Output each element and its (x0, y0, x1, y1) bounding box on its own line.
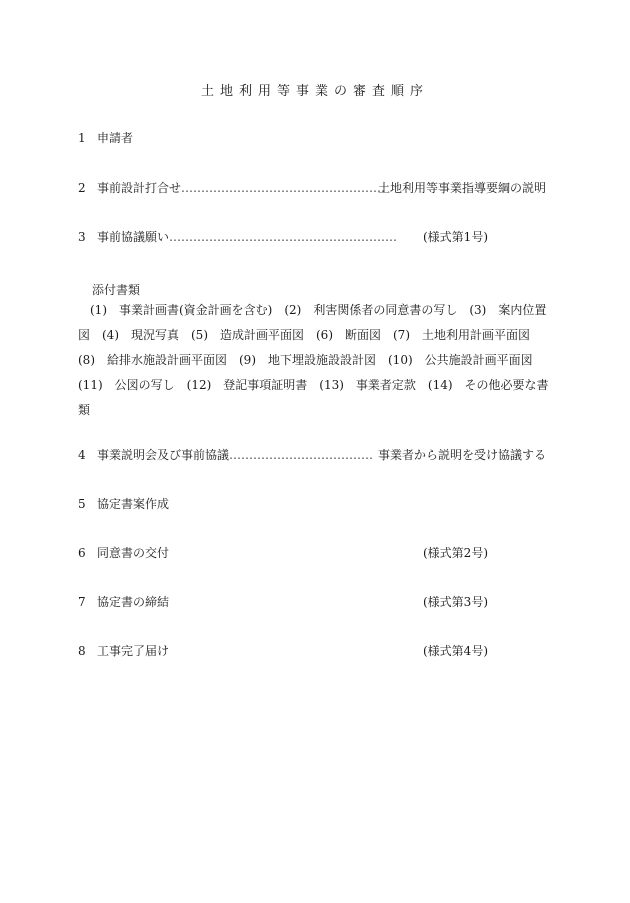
step-7 (78, 594, 550, 610)
step-number: 2 (78, 181, 86, 195)
attachments-line: 図 (4) 現況写真 (5) 造成計画平面図 (6) 断面図 (7) 土地利用計画平面図 (78, 328, 530, 342)
step-text: 協定書の締結 (97, 595, 170, 609)
step-text: 事前協議願い (97, 230, 170, 244)
step-text: 事前設計打合せ (97, 181, 182, 195)
step-8 (78, 643, 550, 659)
step-number: 4 (78, 448, 86, 462)
dot-leader: …………………………………………… (181, 181, 386, 195)
attachments-line: 類 (78, 403, 91, 417)
step-3 (78, 229, 550, 245)
step-5 (78, 496, 550, 512)
step-note: 事業者から説明を受け協議する (378, 448, 547, 462)
step-text: 事業説明会及び事前協議 (97, 448, 230, 462)
step-text: 協定書案作成 (97, 497, 170, 511)
step-text: 工事完了届け (97, 644, 170, 658)
step-1 (78, 130, 550, 146)
step-number: 3 (78, 230, 86, 244)
attachments-line: (1) 事業計画書(資金計画を含む) (2) 利害関係者の同意書の写し (3) 案内位置 (90, 303, 547, 317)
step-6 (78, 545, 550, 561)
step-text: 同意書の交付 (97, 546, 170, 560)
form-reference: (様式第1号) (423, 230, 488, 244)
attachments-list (78, 298, 550, 423)
step-text: 申請者 (97, 131, 134, 145)
form-reference: (様式第4号) (423, 644, 488, 658)
document-title: 土地利用等事業の審査順序 (200, 84, 429, 99)
step-number: 8 (78, 644, 86, 658)
step-number: 7 (78, 595, 86, 609)
form-reference: (様式第2号) (423, 546, 488, 560)
form-reference: (様式第3号) (423, 595, 488, 609)
step-number: 6 (78, 546, 86, 560)
dot-leader: ………………………………………………… (169, 230, 398, 244)
step-note: 土地利用等事業指導要綱の説明 (378, 181, 547, 195)
step-number: 5 (78, 497, 86, 511)
attachments-line: (8) 給排水施設計画平面図 (9) 地下埋設施設設計図 (10) 公共施設計画平面図 (78, 353, 533, 367)
step-number: 1 (78, 131, 86, 145)
step-4 (78, 447, 550, 463)
dot-leader: ……………………………… (229, 448, 374, 462)
attachments-line: (11) 公図の写し (12) 登記事項証明書 (13) 事業者定款 (14) その他必要な書 (78, 378, 549, 392)
attachments-heading: 添付書類 (92, 283, 141, 297)
step-2 (78, 180, 550, 196)
